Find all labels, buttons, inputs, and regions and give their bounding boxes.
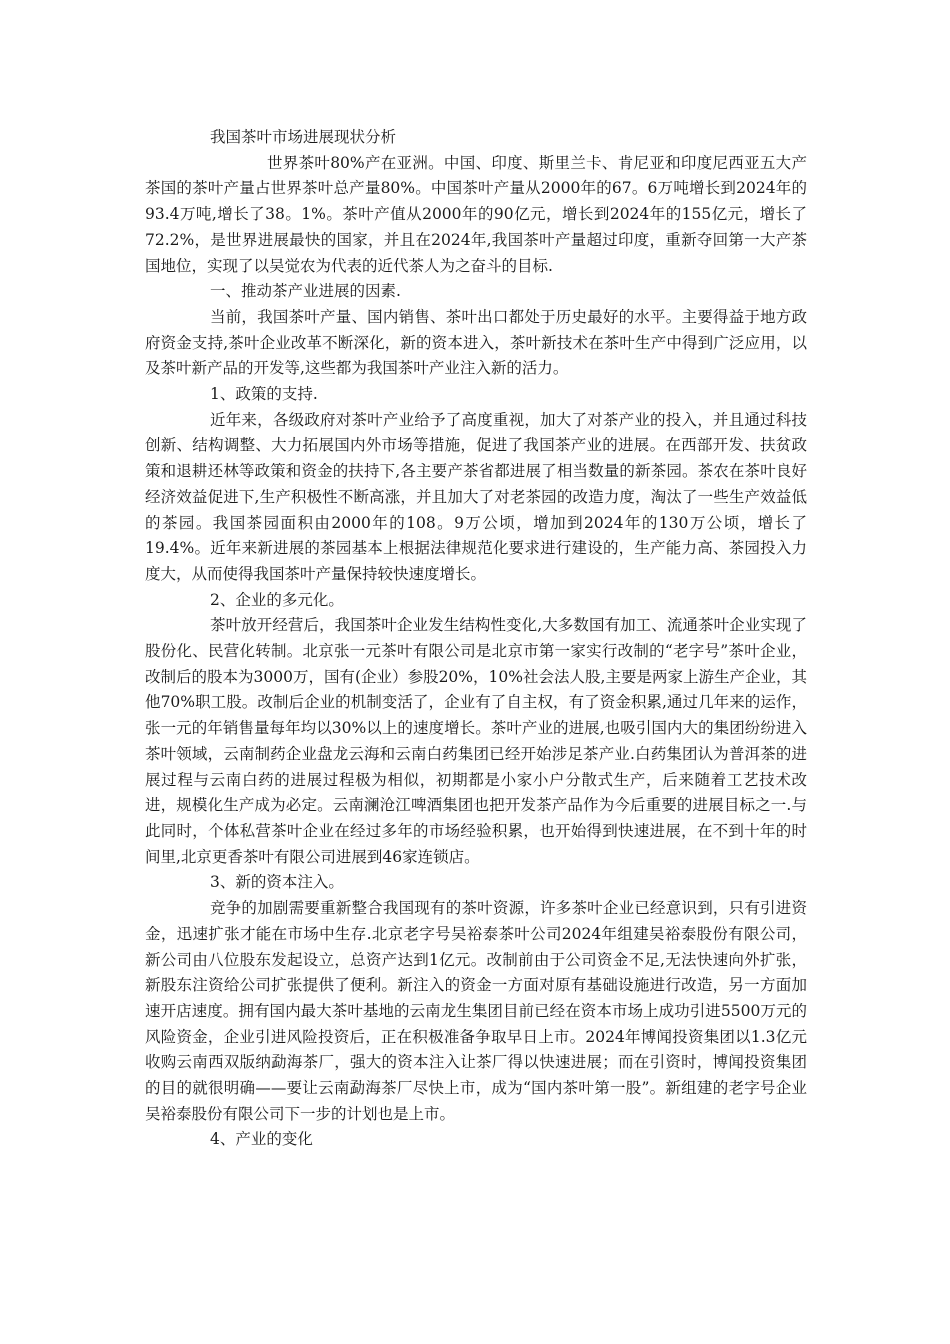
paragraph-capital: 竞争的加剧需要重新整合我国现有的茶叶资源，许多茶叶企业已经意识到，只有引进资金，迅速扩张才能在市场中生存.北京老字号吴裕泰茶叶公司2024年组建吴裕泰股份有限公司，新公司由八位股东发起设立，总资产达到1亿元。改制前由于公司资金不足,无法快速向外扩张，新股东注资给公司扩张提供了便利。新注入的资金一方面对原有基础设施进行改造，另一方面加速开店速度。拥有国内最大茶叶基地的云南龙生集团目前已经在资本市场上成功引进5500万元的风险资金，企业引进风险投资后，正在积极准备争取早日上市。2024年博闻投资集团以1.3亿元收购云南西双版纳勐海茶厂，强大的资本注入让茶厂得以快速进展；而在引资时，博闻投资集团的目的就很明确——要让云南勐海茶厂尽快上市，成为“国内茶叶第一股”。新组建的老字号企业吴裕泰股份有限公司下一步的计划也是上市。 bbox=[145, 899, 807, 1123]
paragraph-factors: 当前，我国茶叶产量、国内销售、茶叶出口都处于历史最好的水平。主要得益于地方政府资金支持,茶叶企业改革不断深化，新的资本进入，茶叶新技术在茶叶生产中得到广泛应用，以及茶叶新产品的开发等,这些都为我国茶叶产业注入新的活力。 bbox=[145, 307, 807, 378]
section-heading-industry: 4、产业的变化 bbox=[210, 1130, 313, 1149]
document-title: 我国茶叶市场进展现状分析 bbox=[210, 128, 397, 146]
section-heading-enterprise: 2、企业的多元化。 bbox=[210, 590, 344, 609]
paragraph-enterprise: 茶叶放开经营后，我国茶叶企业发生结构性变化,大多数国有加工、流通茶叶企业实现了股份化、民营化转制。北京张一元茶叶有限公司是北京市第一家实行改制的“老字号”茶叶企业，改制后的股本为3000万，国有(企业）参股20%，10%社会法人股,主要是两家上游生产企业，其他70%职工股。改制后企业的机制变活了，企业有了自主权，有了资金积累,通过几年来的运作，张一元的年销售量每年均以30%以上的速度增长。茶叶产业的进展,也吸引国内大的集团纷纷进入茶叶领域，云南制药企业盘龙云海和云南白药集团已经开始涉足茶产业.白药集团认为普洱茶的进展过程与云南白药的进展过程极为相似，初期都是小家小户分散式生产，后来随着工艺技术改进，规模化生产成为必定。云南澜沧江啤酒集团也把开发茶产品作为今后重要的进展目标之一.与此同时，个体私营茶叶企业在经过多年的市场经验积累，也开始得到快速进展，在不到十年的时间里,北京更香茶叶有限公司进展到46家连锁店。 bbox=[145, 616, 807, 866]
paragraph-policy: 近年来，各级政府对茶叶产业给予了高度重视，加大了对茶产业的投入，并且通过科技创新、结构调整、大力拓展国内外市场等措施，促进了我国茶产业的进展。在西部开发、扶贫政策和退耕还林等政策和资金的扶持下,各主要产茶省都进展了相当数量的新茶园。茶农在茶叶良好经济效益促进下,生产积极性不断高涨，并且加大了对老茶园的改造力度，淘汰了一些生产效益低的茶园。我国茶园面积由2000年的108。9万公顷，增加到2024年的130万公顷，增长了19.4%。近年来新进展的茶园基本上根据法律规范化要求进行建设的，生产能力高、茶园投入力度大，从而使得我国茶叶产量保持较快速度增长。 bbox=[145, 410, 807, 583]
section-heading-factors: 一、推动茶产业进展的因素. bbox=[210, 282, 401, 301]
document-body bbox=[145, 125, 807, 1153]
section-heading-policy: 1、政策的支持. bbox=[210, 385, 318, 404]
section-heading-capital: 3、新的资本注入。 bbox=[210, 873, 344, 892]
intro-paragraph: 世界茶叶80%产在亚洲。中国、印度、斯里兰卡、肯尼亚和印度尼西亚五大产茶国的茶叶产量占世界茶叶总产量80%。中国茶叶产量从2000年的67。6万吨增长到2024年的93.4万吨,增长了38。1%。茶叶产值从2000年的90亿元，增长到2024年的155亿元，增长了72.2%，是世界进展最快的国家，并且在2024年,我国茶叶产量超过印度，重新夺回第一大产茶国地位，实现了以吴觉农为代表的近代茶人为之奋斗的目标. bbox=[145, 153, 807, 275]
